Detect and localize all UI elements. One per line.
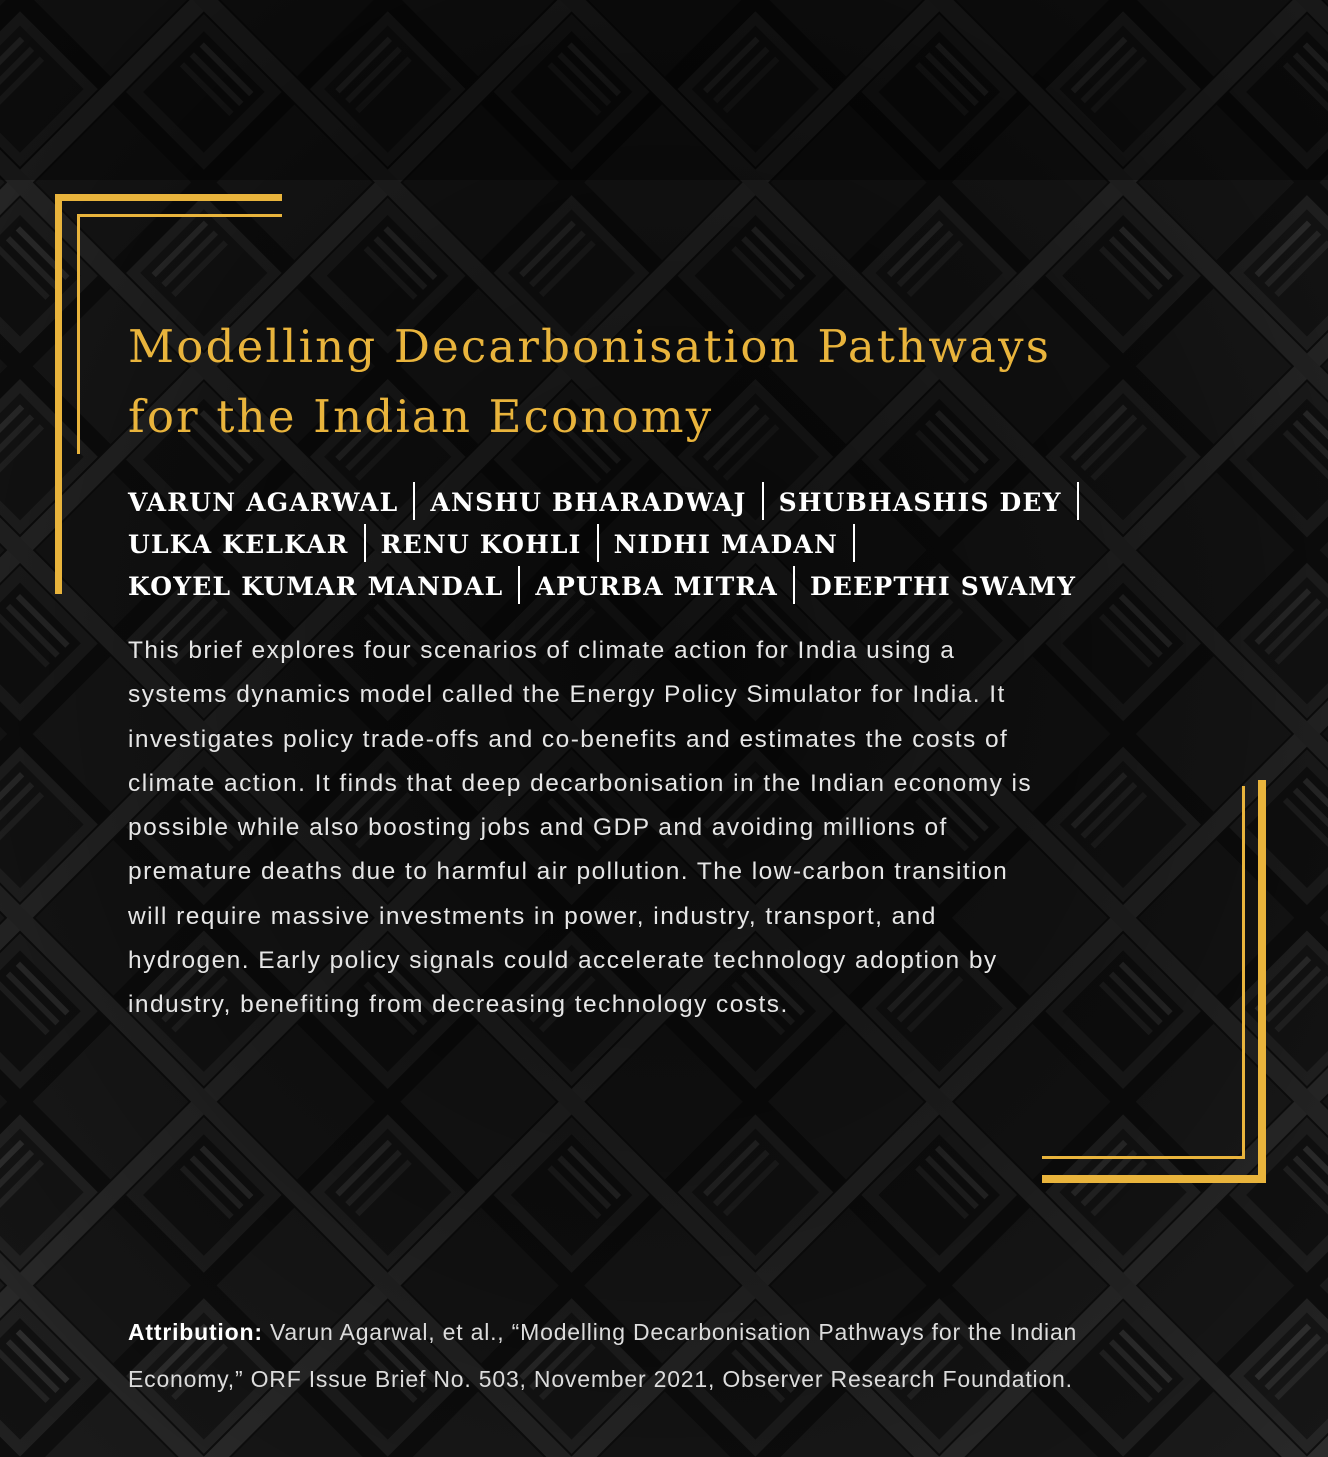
author-separator bbox=[853, 524, 855, 562]
title-line: for the Indian Economy bbox=[128, 390, 714, 443]
abstract-line: premature deaths due to harmful air pollution. The low-carbon transition bbox=[128, 858, 1009, 886]
attribution-citation-part2: Economy,” ORF Issue Brief No. 503, November 2021, Observer Research Foundation. bbox=[128, 1366, 1073, 1392]
abstract-line: hydrogen. Early policy signals could accelerate technology adoption by bbox=[128, 947, 998, 975]
author-separator bbox=[793, 566, 795, 604]
attribution-text bbox=[128, 1309, 1248, 1403]
author-name: ULKA KELKAR bbox=[128, 530, 349, 559]
attribution-citation-part1: Varun Agarwal, et al., “Modelling Decarbonisation Pathways for the Indian bbox=[262, 1319, 1078, 1345]
attribution-line bbox=[128, 1309, 1248, 1356]
abstract-line: investigates policy trade-offs and co-benefits and estimates the costs of bbox=[128, 725, 1009, 753]
author-separator bbox=[762, 482, 764, 520]
author-line bbox=[128, 566, 1278, 608]
author-name: NIDHI MADAN bbox=[613, 530, 839, 559]
author-separator bbox=[597, 524, 599, 562]
author-separator bbox=[413, 482, 415, 520]
abstract-line: will require massive investments in power, industry, transport, and bbox=[128, 902, 937, 930]
author-name: VARUN AGARWAL bbox=[128, 488, 399, 517]
abstract-line: systems dynamics model called the Energy Policy Simulator for India. It bbox=[128, 681, 1006, 709]
author-name: APURBA MITRA bbox=[535, 572, 778, 601]
author-separator bbox=[518, 566, 520, 604]
author-line bbox=[128, 482, 1278, 524]
author-name: ANSHU BHARADWAJ bbox=[430, 488, 747, 517]
abstract-line: climate action. It finds that deep decarbonisation in the Indian economy is bbox=[128, 769, 1033, 797]
author-name: KOYEL KUMAR MANDAL bbox=[128, 572, 504, 601]
attribution-label: Attribution: bbox=[128, 1319, 263, 1345]
abstract-line: This brief explores four scenarios of climate action for India using a bbox=[128, 637, 956, 664]
title-line: Modelling Decarbonisation Pathways bbox=[128, 320, 1051, 373]
author-name: RENU KOHLI bbox=[380, 530, 582, 559]
author-separator bbox=[1077, 482, 1079, 520]
author-line bbox=[128, 524, 1278, 566]
author-name: SHUBHASHIS DEY bbox=[778, 488, 1062, 517]
author-separator bbox=[364, 524, 366, 562]
author-name: DEEPTHI SWAMY bbox=[809, 572, 1077, 601]
abstract-text bbox=[128, 629, 1228, 1028]
author-list bbox=[128, 482, 1278, 608]
abstract-line: industry, benefiting from decreasing technology costs. bbox=[128, 991, 789, 1019]
page-title bbox=[128, 312, 1248, 452]
abstract-line: possible while also boosting jobs and GDP and avoiding millions of bbox=[128, 814, 948, 842]
